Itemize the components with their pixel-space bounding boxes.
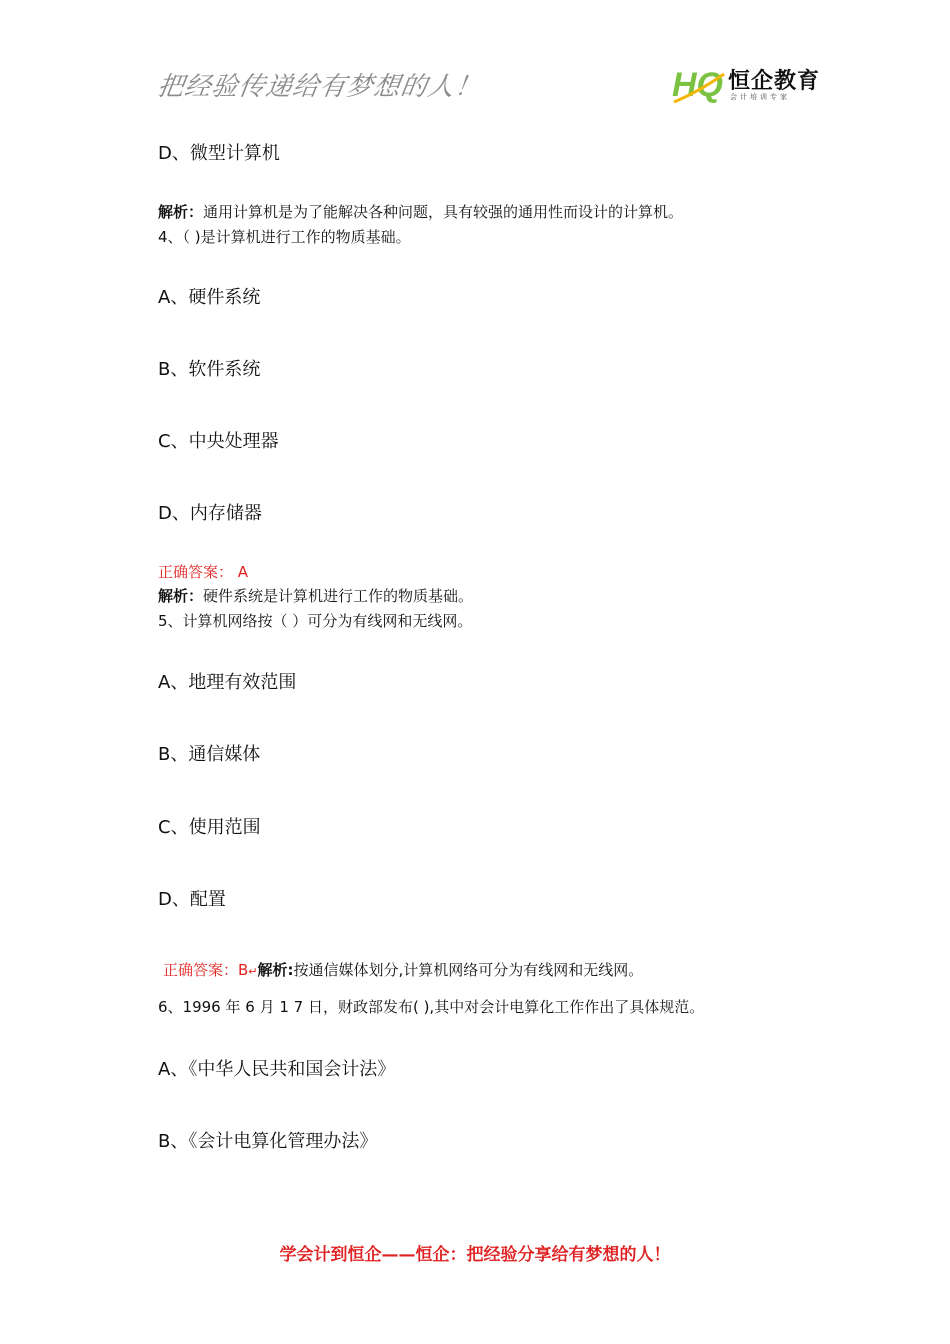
q5-option-a: A、地理有效范围 (158, 672, 297, 693)
hengqi-logo (670, 62, 820, 106)
q5-option-b: B、通信媒体 (158, 744, 261, 765)
footer-tagline: 学会计到恒企——恒企：把经验分享给有梦想的人！ (279, 1245, 671, 1265)
q4-option-a: A、硬件系统 (158, 287, 261, 308)
q6-option-b: B、《会计电算化管理办法》 (158, 1131, 378, 1152)
analysis-text: 通用计算机是为了能解决各种问题，具有较强的通用性而设计的计算机。 (203, 203, 684, 221)
q4-analysis (158, 585, 473, 606)
hq-logo-icon (670, 62, 728, 106)
q5-option-d: D、配置 (158, 889, 226, 910)
q4-option-b: B、软件系统 (158, 359, 261, 380)
q5-answer-line (163, 959, 643, 980)
analysis-text: 硬件系统是计算机进行工作的物质基础。 (203, 587, 474, 605)
analysis-label: 解析： (158, 203, 204, 221)
analysis-label: 解析: (257, 961, 294, 979)
q5-option-c: C、使用范围 (158, 817, 261, 838)
q4-option-d: D、内存储器 (158, 503, 262, 524)
q5-question: 5、计算机网络按（ ）可分为有线网和无线网。 (158, 612, 473, 630)
svg-text:HQ: HQ (672, 66, 723, 104)
q6-option-a: A、《中华人民共和国会计法》 (158, 1059, 396, 1080)
logo-name: 恒企教育 (728, 69, 821, 94)
q3-option-d: D、微型计算机 (158, 143, 280, 164)
analysis-text: 按通信媒体划分,计算机网络可分为有线网和无线网。 (293, 961, 644, 979)
q3-analysis (158, 201, 683, 222)
q4-correct-answer: 正确答案： A (158, 563, 249, 581)
header-slogan: 把经验传递给有梦想的人！ (155, 72, 484, 102)
analysis-label: 解析： (158, 587, 204, 605)
q6-question: 6、1996 年 6 月 1 7 日，财政部发布( ),其中对会计电算化工作作出了具体规范。 (158, 998, 705, 1016)
line-break-mark-icon: ↵ (248, 965, 258, 978)
q5-correct-answer: 正确答案：B (163, 961, 249, 979)
logo-subtitle: 会计培训专家 (730, 93, 790, 101)
q4-question: 4、（ )是计算机进行工作的物质基础。 (158, 228, 411, 246)
q4-option-c: C、中央处理器 (158, 431, 279, 452)
